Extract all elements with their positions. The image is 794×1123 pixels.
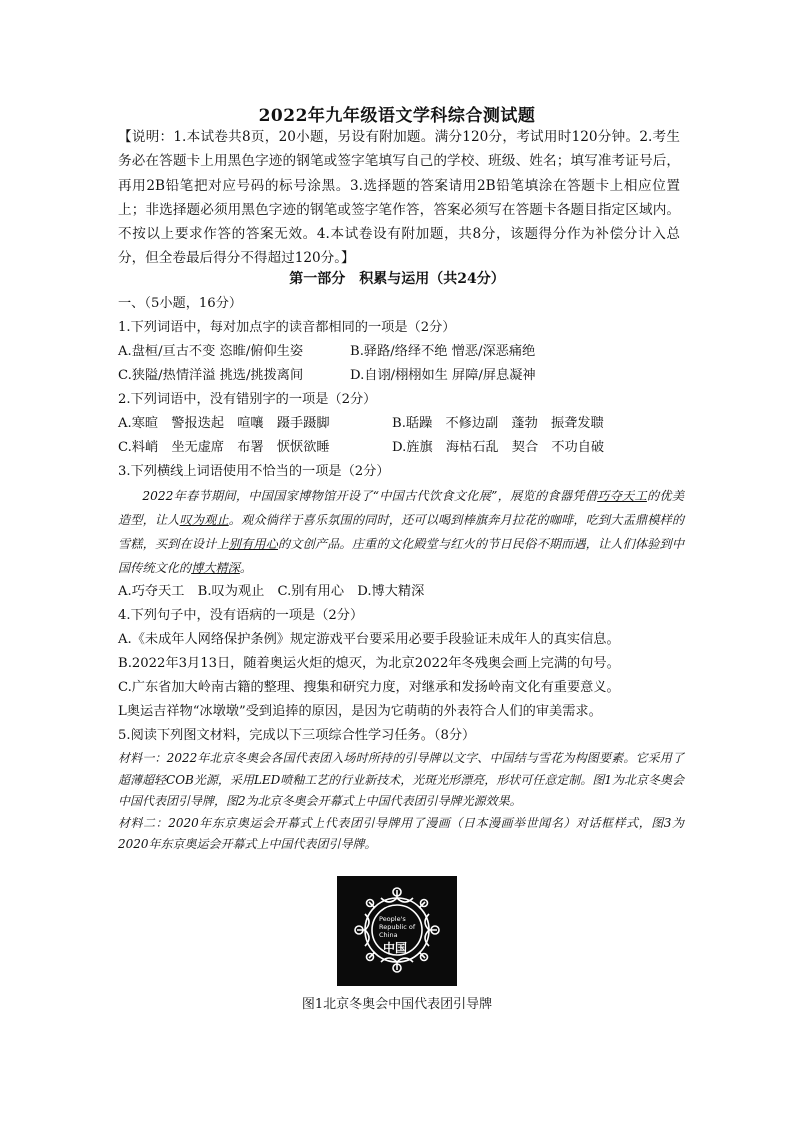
q1-option-a: A.盘桓/亘古不变 恣睢/俯仰生姿 [118, 344, 304, 359]
q1-option-c: C.狭隘/热情洋溢 挑选/挑拨离间 [118, 368, 304, 383]
q3-underline-3: 别有用心 [228, 537, 278, 551]
q2-option-b: B.聒躁 不修边副 蓬勃 振聋发聩 [392, 416, 604, 431]
q5-material-2: 材料二：2020年东京奥运会开幕式上代表团引导牌用了漫画（日本漫画举世闻名）对话框样式，图3为2020年东京奥运会开幕式上中国代表团引导牌。 [118, 815, 684, 851]
q3-stem: 3.下列横线上词语使用不恰当的一项是（2分） [118, 464, 390, 479]
figure-en-line1: People's [379, 915, 406, 923]
figure-en-line2: Republic of [379, 923, 416, 931]
q1-option-b: B.驿路/络绎不绝 憎恶/深恶痛绝 [350, 344, 536, 359]
q2-option-a: A.寒暄 警报迭起 喧嚷 蹑手蹑脚 [118, 416, 330, 431]
q3-passage-text: 的文创产品。庄重的文化殿堂与红火的节日民俗不期而遇，让人们体验到中国传统文化的 [118, 537, 685, 575]
q4-option-d: L奥运吉祥物“冰墩墩”受到追捧的原因，是因为它萌萌的外表符合人们的审美需求。 [118, 704, 602, 719]
q4-option-a: A.《未成年人网络保护条例》规定游戏平台要采用必要手段验证未成年人的真实信息。 [118, 632, 620, 647]
q2-options-row1 [118, 412, 684, 436]
q3-passage-text: 的优美造型，让人 [118, 489, 685, 527]
q5-stem: 5.阅读下列图文材料，完成以下三项综合性学习任务。（8分） [118, 728, 476, 743]
figure-zh-label: 中国 [383, 941, 408, 955]
q2-stem: 2.下列词语中，没有错别字的一项是（2分） [118, 392, 377, 407]
q4-option-b: B.2022年3月13日，随着奥运火炬的熄灭，为北京2022年冬残奥会画上完满的句号。 [118, 656, 620, 671]
q3-underline-1: 巧夺天工 [597, 489, 647, 503]
instructions: 【说明：1.本试卷共8页，20小题，另设有附加题。满分120分，考试用时120分钟。2.考生务必在答题卡上用黑色字迹的钢笔或签字笔填写自己的学校、班级、姓名；填写准考证号后，再用2B铅笔把对应号码的标号涂黑。3.选择题的答案请用2B铅笔填涂在答题卡上相应位置上；非选择题必须用黑色字迹的钢笔或签字笔作答，答案必须写在答题卡各题目指定区域内。不按以上要求作答的答案无效。4.本试卷设有附加题，共8分，该题得分作为补偿分计入总分，但全卷最后得分不得超过120分。】 [118, 129, 680, 267]
q3-underline-2: 叹为观止 [179, 513, 229, 527]
q4-stem: 4.下列句子中，没有语病的一项是（2分） [118, 608, 364, 623]
q2-options-row2 [118, 436, 684, 460]
q1-options-row2 [118, 364, 684, 388]
figure-1-image [337, 876, 457, 986]
q3-passage-text: 2022年春节期间，中国国家博物馆开设了“中国古代饮食文化展”，展览的食器凭借 [142, 489, 598, 503]
questions-body [118, 292, 684, 856]
q1-stem: 1.下列词语中，每对加点字的读音都相同的一项是（2分） [118, 320, 456, 335]
chinese-knot-snowflake-icon [337, 876, 457, 986]
q2-option-d: D.旌旗 海枯石乱 契合 不功自破 [392, 440, 605, 455]
page-title: 2022年九年级语文学科综合测试题 [258, 106, 536, 126]
q1-options-row1 [118, 340, 684, 364]
figure-1-caption: 图1北京冬奥会中国代表团引导牌 [301, 997, 493, 1012]
q5-material-1: 材料一：2022年北京冬奥会各国代表团入场时所持的引导牌以文字、中国结与雪花为构图要素。它采用了超薄超轻COB光源，采用LED喷釉工艺的行业新技术，光斑光形漂亮，形状可任意定制。图1为北京冬奥会中国代表团引导牌，图2为北京冬奥会开幕式上中国代表团引导牌光源效果。 [118, 751, 684, 808]
q3-underline-4: 博大精深 [191, 561, 240, 575]
q3-options: A.巧夺天工 B.叹为观止 C.别有用心 D.博大精深 [118, 584, 425, 599]
q4-option-c: C.广东省加大岭南古籍的整理、搜集和研究力度，对继承和发扬岭南文化有重要意义。 [118, 680, 620, 695]
figure-en-line3: China [379, 931, 398, 939]
q2-option-c: C.料峭 坐无虚席 布署 恹恹欲睡 [118, 440, 330, 455]
part-heading: 一、（5小题，16分） [118, 296, 243, 311]
q3-passage-text: 。观众徜徉于喜乐氛围的同时，还可以喝到棒旗奔月拉花的咖啡，吃到大盂鼎模样的雪糕，买到在设计上 [118, 513, 685, 551]
section-title: 第一部分 积累与运用（共24分） [289, 271, 505, 287]
q3-passage [118, 484, 684, 580]
q1-option-d: D.自诩/栩栩如生 屏障/屏息凝神 [350, 368, 536, 383]
q3-passage-text: 。 [239, 561, 253, 575]
